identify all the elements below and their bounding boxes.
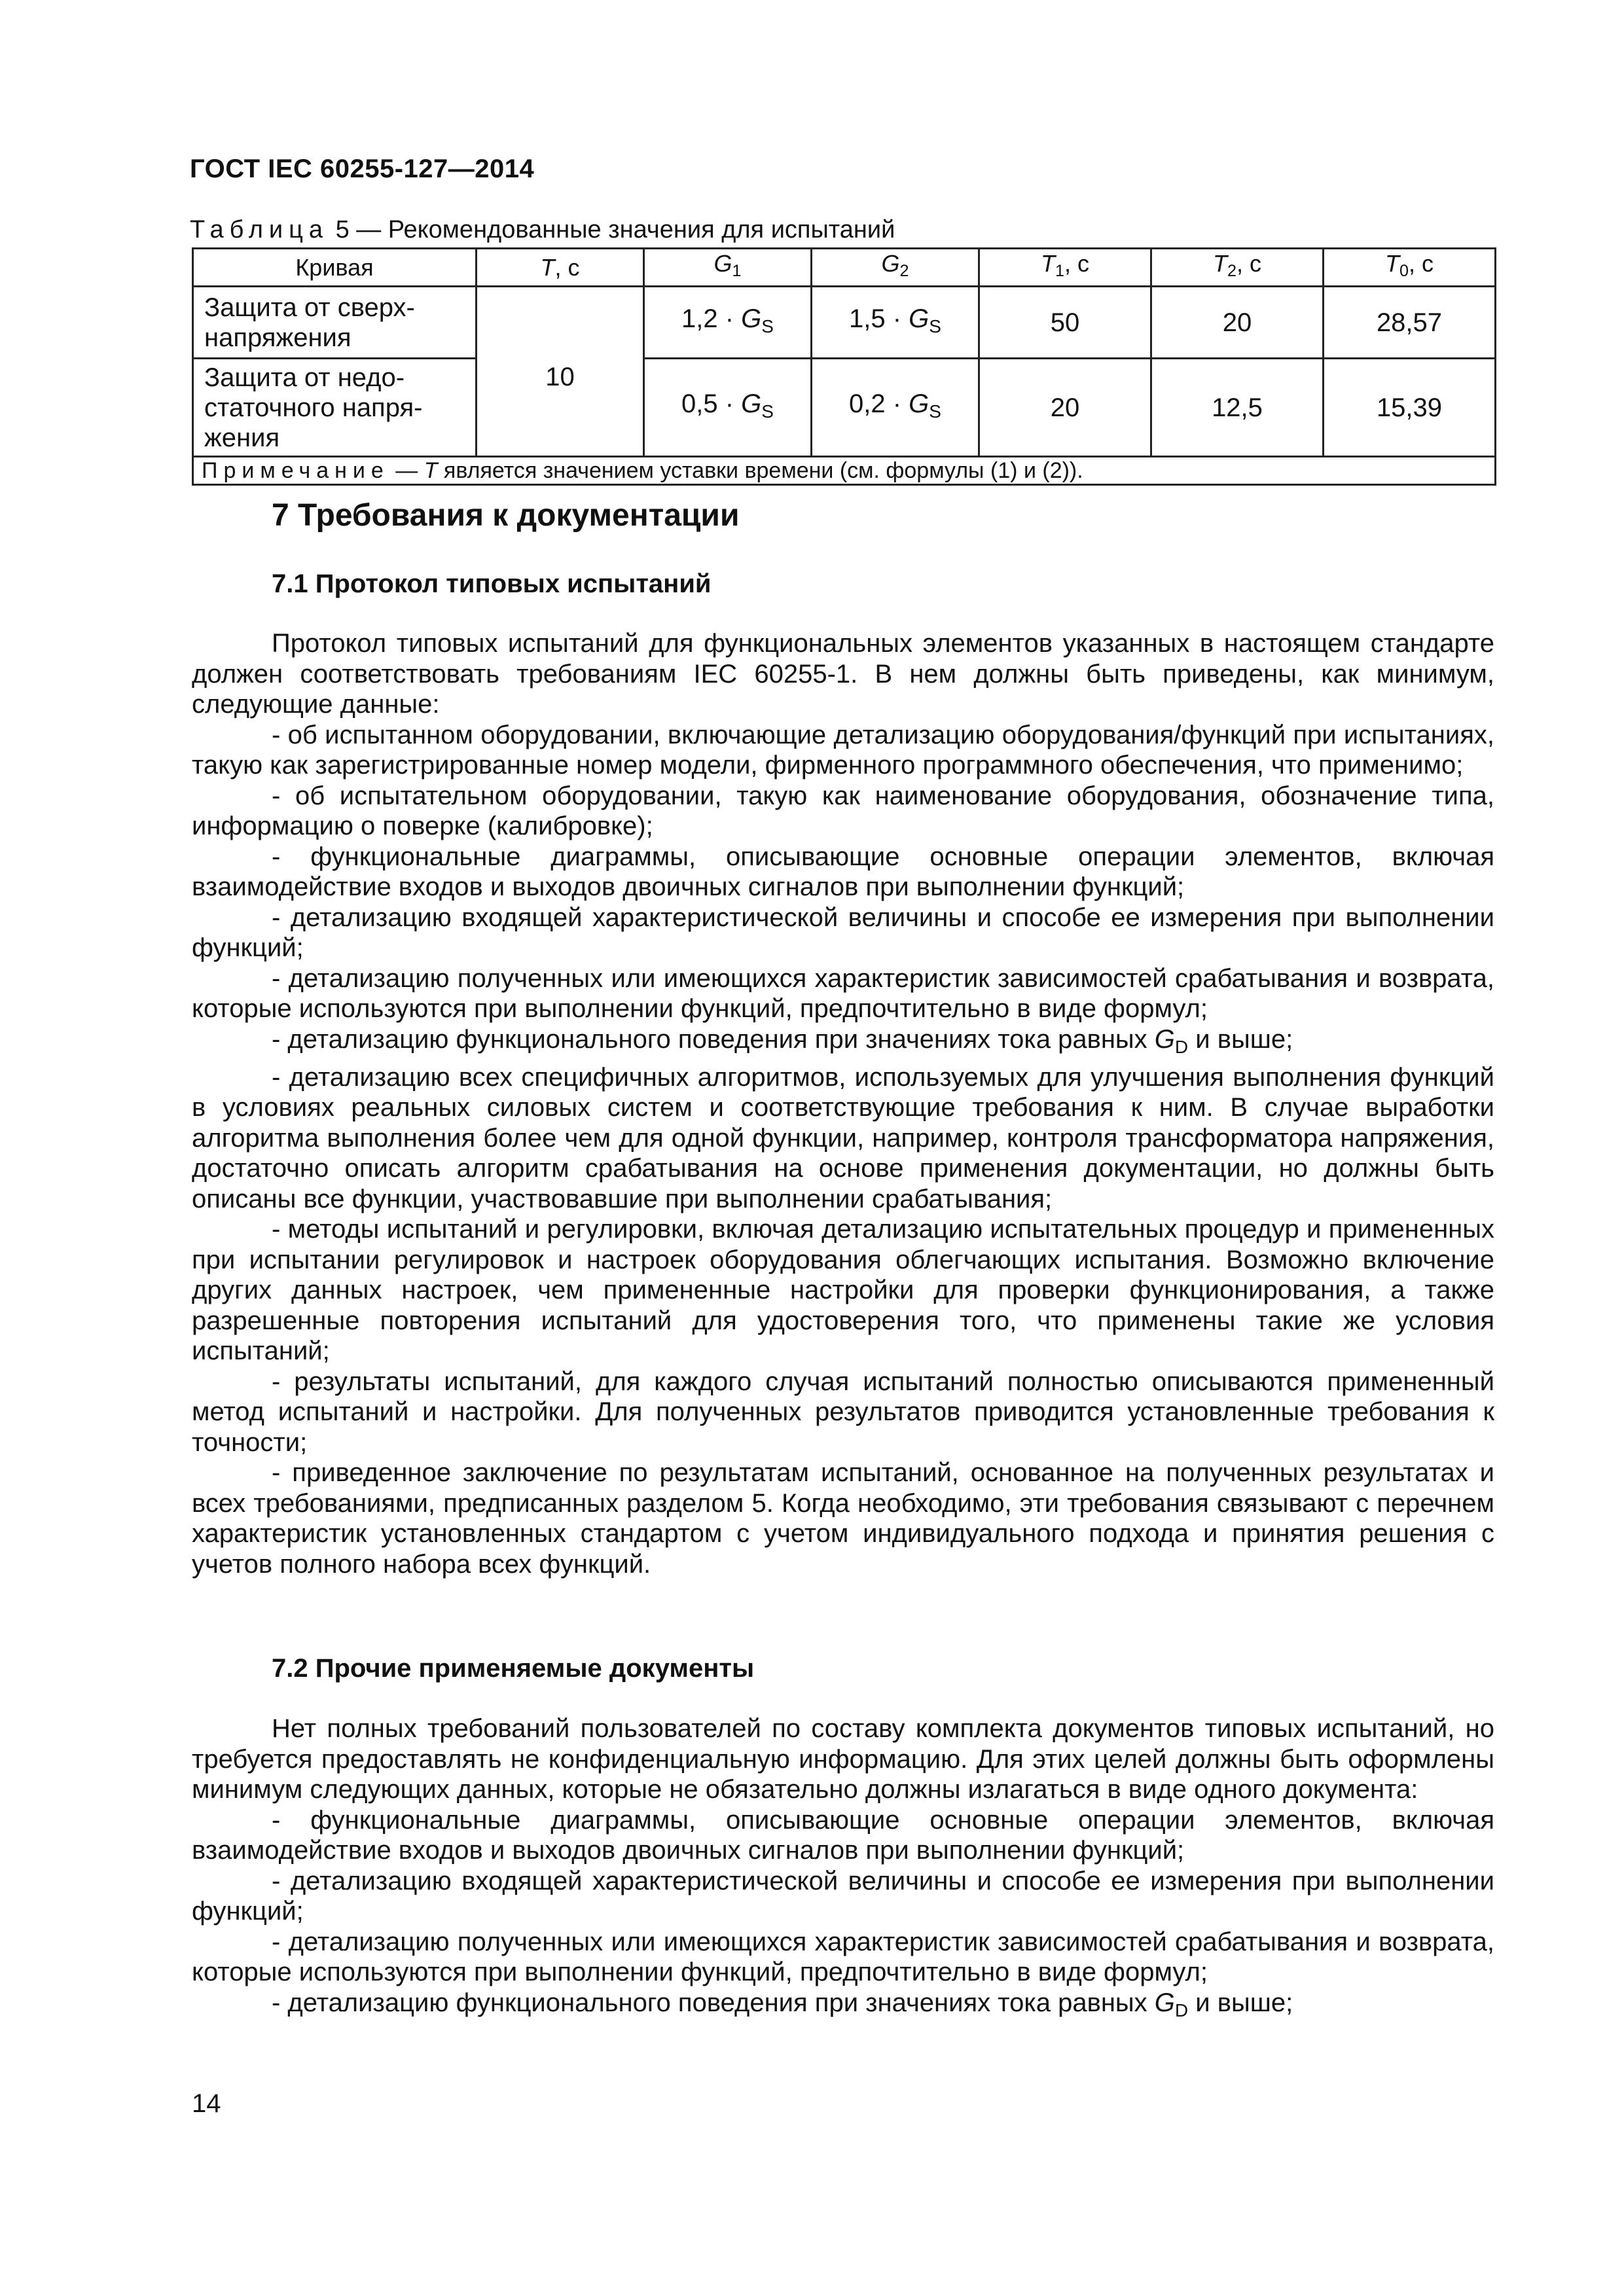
col-t0: $T_0$, с [1324, 249, 1496, 287]
col-g2: $G_2$ [812, 249, 979, 287]
section-title: 7 Требования к документации [272, 498, 740, 533]
cell-t1: 50 [979, 287, 1151, 359]
list-item: - детализацию всех специфичных алгоритмов, используемых для улучшения выполнения функций в условиях реальных силовых систем и соответствующие требования к ним. В случае выработки алгоритма выполнения более чем для одной функции, например, контроля трансформатора напряжения, достаточно описать алгоритм срабатывания на основе применения документации, но должны быть описаны все функции, участвовавшие при выполнении срабатывания; [192, 1062, 1494, 1213]
table-row [193, 359, 1496, 457]
document-header: ГОСТ IEC 60255-127—2014 [190, 154, 535, 183]
list-item: - функциональные диаграммы, описывающие основные операции элементов, включая взаимодействие входов и выходов двоичных сигналов при выполнении функций; [192, 1805, 1494, 1865]
col-t2: $T_2$, с [1151, 249, 1324, 287]
list-item: - приведенное заключение по результатам испытаний, основанное на полученных результатах и всех требованиями, предписанных разделом 5. Когда необходимо, эти требования связывают с перечнем характеристик установленных стандартом с учетом индивидуального подхода и принятия решения с учетов полного набора всех функций. [192, 1458, 1494, 1579]
col-curve: Кривая [193, 249, 477, 287]
cell-curve: Защита от сверх-напряжения [193, 287, 477, 359]
list-item: - детализацию функционального поведения при значениях тока равных $G_D$ и выше; [272, 1988, 1293, 2020]
col-t1: $T_1$, с [979, 249, 1151, 287]
list-item: - результаты испытаний, для каждого случая испытаний полностью описываются примененный метод испытаний и настройки. Для полученных результатов приводится установленные требования к точности; [192, 1367, 1494, 1457]
table-caption [190, 216, 895, 244]
paragraph: Нет полных требований пользователей по составу комплекта документов типовых испытаний, но требуется предоставлять не конфиденциальную информацию. Для этих целей должны быть оформлены минимум следующих данных, которые не обязательно должны излагаться в виде одного документа: [192, 1714, 1494, 1804]
cell-g1: $0,5 \cdot G_S$ [644, 359, 812, 457]
list-item: - детализацию полученных или имеющихся характеристик зависимостей срабатывания и возврата, которые используются при выполнении функций, предпочтительно в виде формул; [192, 963, 1494, 1023]
table-header-row [193, 249, 1496, 287]
section-7-2-body [192, 1713, 1494, 2026]
list-item: - детализацию входящей характеристической величины и способе ее измерения при выполнении функций; [192, 1866, 1494, 1926]
table-caption-word: Таблица [190, 216, 329, 243]
cell-t2: 12,5 [1151, 359, 1324, 457]
table-note-row [193, 457, 1496, 485]
subsection-title-7-1: 7.1 Протокол типовых испытаний [272, 569, 712, 598]
list-item: - детализацию входящей характеристической величины и способе ее измерения при выполнении функций; [192, 903, 1494, 962]
col-g1: $G_1$ [644, 249, 812, 287]
list-item: - методы испытаний и регулировки, включая детализацию испытательных процедур и примененных при испытании регулировок и настроек оборудования облегчающих испытания. Возможно включение других данных настроек, чем примененные настройки для проверки функционирования, а также разрешенные повторения испытаний для удостоверения того, что применены такие же условия испытаний; [192, 1215, 1494, 1366]
table-row [193, 287, 1496, 359]
subsection-title-7-2: 7.2 Прочие применяемые документы [272, 1654, 755, 1683]
table-note: Примечание — T является значением уставки времени (см. формулы (1) и (2)). [193, 457, 1496, 485]
cell-g2: $1,5 \cdot G_S$ [812, 287, 979, 359]
cell-t: 10 [477, 287, 644, 457]
list-item: - об испытательном оборудовании, такую как наименование оборудования, обозначение типа, информацию о поверке (калибровке); [192, 781, 1494, 840]
list-item: - детализацию полученных или имеющихся характеристик зависимостей срабатывания и возврата, которые используются при выполнении функций, предпочтительно в виде формул; [192, 1927, 1494, 1986]
cell-t0: 15,39 [1324, 359, 1496, 457]
cell-t0: 28,57 [1324, 287, 1496, 359]
list-item: - функциональные диаграммы, описывающие основные операции элементов, включая взаимодействие входов и выходов двоичных сигналов при выполнении функций; [192, 842, 1494, 901]
cell-t1: 20 [979, 359, 1151, 457]
cell-g2: $0,2 \cdot G_S$ [812, 359, 979, 457]
list-item: - детализацию функционального поведения при значениях тока равных $G_D$ и выше; [272, 1024, 1293, 1057]
test-values-table [192, 247, 1496, 486]
paragraph: Протокол типовых испытаний для функциональных элементов указанных в настоящем стандарте должен соответствовать требованиям IEC 60255-1. В нем должны быть приведены, как минимум, следующие данные: [192, 629, 1494, 719]
cell-curve: Защита от недо-статочного напря-жения [193, 359, 477, 457]
page-number: 14 [192, 2089, 221, 2118]
cell-t2: 20 [1151, 287, 1324, 359]
cell-g1: $1,2 \cdot G_S$ [644, 287, 812, 359]
list-item: - об испытанном оборудовании, включающие детализацию оборудования/функций при испытаниях, такую как зарегистрированные номер модели, фирменного программного обеспечения, что применимо; [192, 720, 1494, 780]
section-7-1-body [192, 628, 1494, 1579]
table-caption-text: 5 — Рекомендованные значения для испытаний [335, 216, 895, 243]
col-t: T, с [477, 249, 644, 287]
